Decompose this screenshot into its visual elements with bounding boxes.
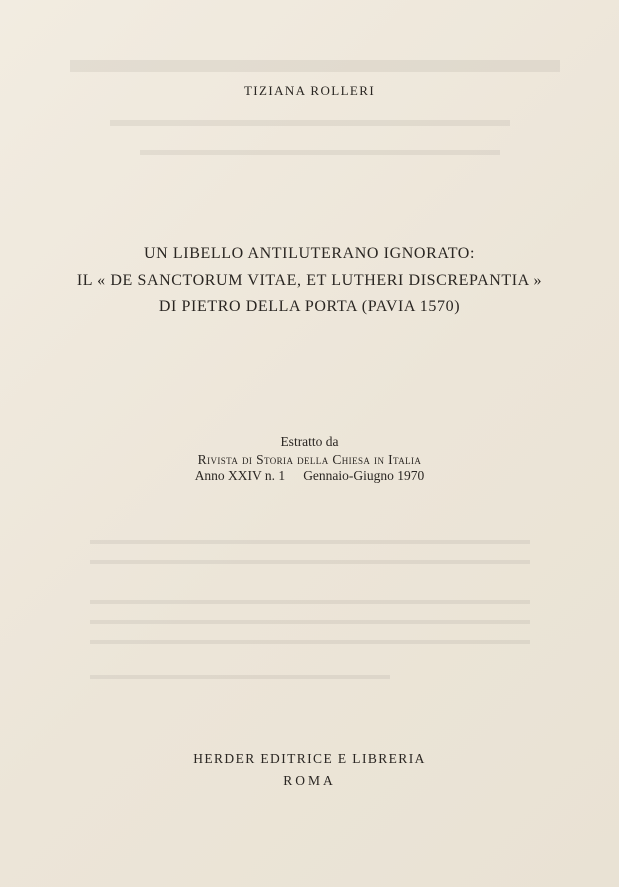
publisher-name: HERDER EDITRICE E LIBRERIA — [193, 751, 426, 766]
issue-date: Gennaio-Giugno 1970 — [303, 468, 425, 483]
issue-info — [0, 468, 619, 484]
publisher-city: ROMA — [283, 773, 336, 788]
title-line-2: IL « DE SANCTORUM VITAE, ET LUTHERI DISCREPANTIA » — [76, 272, 543, 289]
title-line-3: DI PIETRO DELLA PORTA (PAVIA 1570) — [158, 298, 461, 315]
author-name: TIZIANA ROLLERI — [243, 83, 376, 98]
journal-name: Rivista di Storia della Chiesa in Italia — [197, 452, 422, 467]
extract-label: Estratto da — [280, 434, 339, 449]
title-line-1: UN LIBELLO ANTILUTERANO IGNORATO: — [143, 245, 476, 262]
issue-number: Anno XXIV n. 1 — [194, 468, 286, 483]
